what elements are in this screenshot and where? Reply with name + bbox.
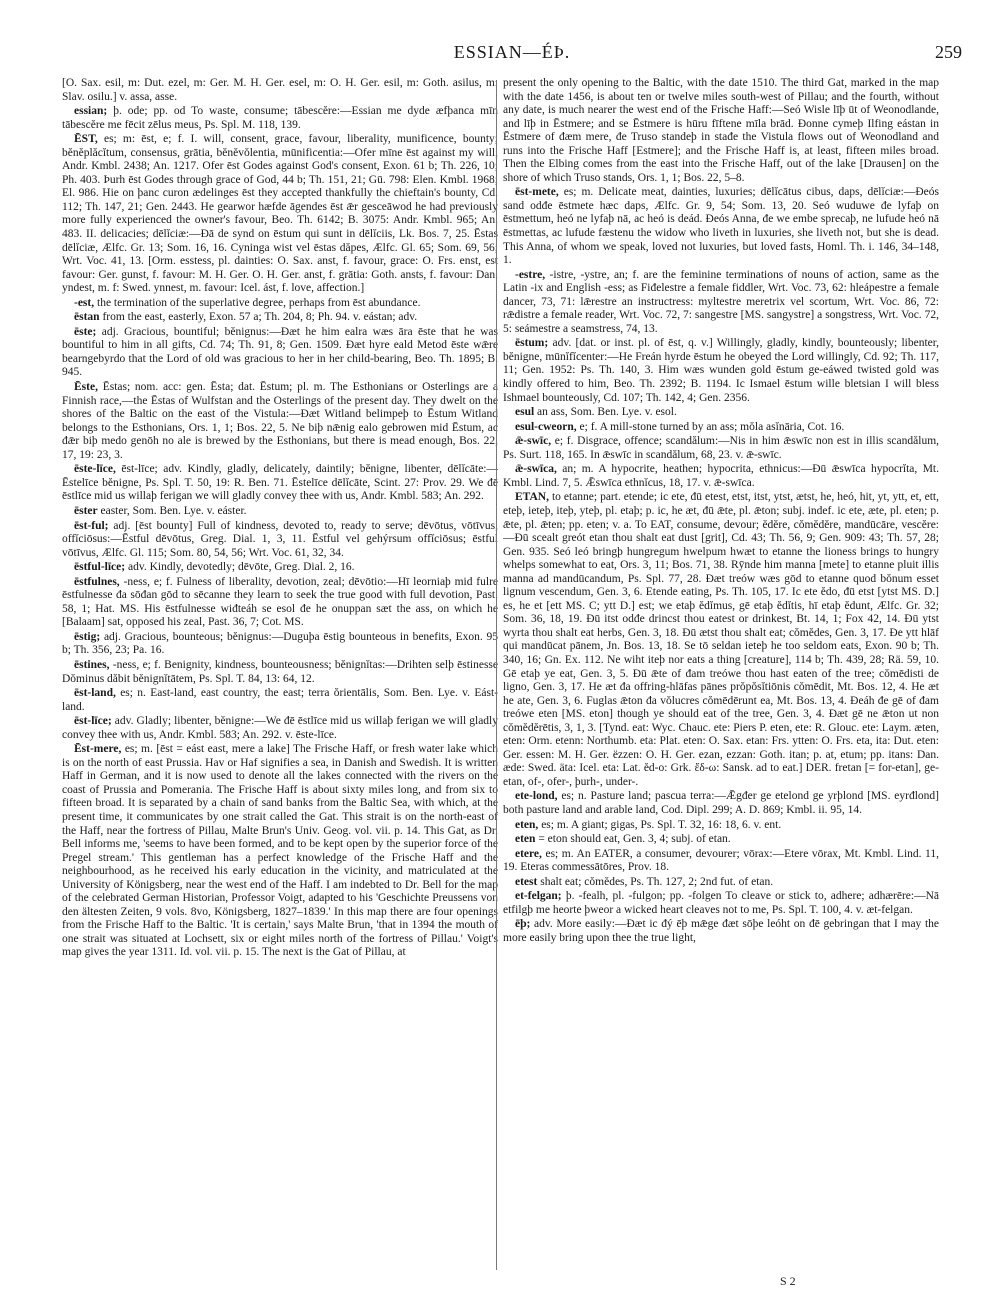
dictionary-entry bbox=[62, 326, 498, 380]
headword: ēst-ful; bbox=[74, 519, 109, 532]
dictionary-entry bbox=[503, 491, 939, 789]
headword: etest bbox=[515, 875, 538, 888]
headword: ēstfulnes, bbox=[74, 575, 120, 588]
headword: ǣ-swīca, bbox=[515, 463, 557, 476]
headword: -est, bbox=[74, 296, 95, 309]
entry-text: ēst-līce; adv. Kindly, gladly, delicately, daintily; bĕnigne, libenter, dēlĭcāte:—Ēstelīce bĕnigne, Ps. Spl. T. 50, 19: R. Ben. 71. Ēstelīce dēlĭcāte, Scint. 27: Prov. 29. We đē ēstlīce mid us willaþ ferigan we will gladly convey thee with us, Andr. Kmbl. 583; An. 292. bbox=[62, 463, 499, 503]
dictionary-entry bbox=[62, 297, 498, 311]
entry-text: adv. Gladly; libenter, bĕnigne:—We đē ēstlīce mid us willaþ ferigan we will gladly convey thee with us, Andr. Kmbl. 583; An. 292. v. ēste-līce. bbox=[62, 715, 498, 741]
entry-text: = eton should eat, Gen. 3, 4; subj. of etan. bbox=[538, 833, 731, 846]
running-header bbox=[62, 42, 962, 72]
entry-text: es; m. Delicate meat, dainties, luxuries; dēlĭcātus cibus, daps, dēlĭciæ:—Đeós sand odđe ēstmete hæc daps, Ælfc. Gr. 9, 54; Som. 13, 20. Seó wuduwe đe lyfaþ on ēstmettum, heó ne lyfaþ nā, ac heó is deád. Đeós Anna, đe we embe sprecaþ, ne lufude heó nā ēstmettas, ac lufude fæstenu the widow who liveth in luxuries, she liveth not, but she is dead. This Anna, of whom we speak, loved not luxuries, but loved fasts, Homl. Th. i. 146, 34–148, 1. bbox=[503, 186, 940, 267]
dictionary-entry bbox=[503, 890, 939, 917]
entry-text: e; f. Disgrace, offence; scandălum:—Nis in him ǣswīc non est in illis scandălum, Ps. Surt. 118, 165. In ǣswīc in scandălum, 68, 23. v. ǣ-swīc. bbox=[503, 435, 940, 461]
signature-mark: S 2 bbox=[780, 1274, 796, 1288]
dictionary-entry bbox=[503, 77, 939, 185]
dictionary-entry bbox=[62, 561, 498, 575]
entry-text: adv. More easily:—Đæt ic đý ēþ mǣge đæt sōþe leóht on đē gebringan that I may the more easily bring upon thee the true light, bbox=[503, 918, 940, 944]
entry-text: from the east, easterly, Exon. 57 a; Th. 204, 8; Ph. 94. v. eástan; adv. bbox=[102, 311, 418, 324]
entry-text: þ. -fealh, pl. -fulgon; pp. -folgen To cleave or stick to, adhere; adhærēre:—Nā etfilgþ me heorte þweor a wicked heart cleaves not to me, Ps. Spl. T. 100, 4. v. æt-felgan. bbox=[503, 890, 939, 916]
dictionary-entry bbox=[62, 105, 498, 132]
headword: ēst-land, bbox=[74, 687, 116, 700]
entry-text: es; m. A giant; gigas, Ps. Spl. T. 32, 16: 18, 6. v. ent. bbox=[541, 818, 782, 831]
headword: ete-lond, bbox=[515, 790, 558, 803]
entry-text: es; n. East-land, east country, the east; terra ŏrientālis, Som. Ben. Lye. v. Eást-land. bbox=[62, 687, 499, 713]
entry-text: adj. [ēst bounty] Full of kindness, devoted to, ready to serve; dēvōtus, vōtīvus, offĭciōsus:—Ēstful dēvōtus, Greg. Dial. 1, 3, 11. Ēstful vel gehýrsum offĭciōsus; ēstful vōtīvus, Ælfc. Gl. 115; Som. 80, 54, 56; Wrt. Voc. 61, 32, 34. bbox=[62, 519, 499, 559]
headword: essian; bbox=[74, 105, 108, 118]
entry-text: to etanne; part. etende; ic ete, đū etest, etst, itst, ytst, ætst, he, heó, hit, yt, ytt, et, ett, eteþ, ieteþ, iteþ, yteþ, pl. etaþ; p. ic, he æt, đū ǣte, pl. ǣton; subj. indef. ic ete, æte, pl. eten; p. ǣte, pl. ǣten; pp. eten; v. a. To EAT, consume, devour; ĕdĕre, cŏmĕdĕre, mandūcāre, vescĕre:—Đū scealt greót etan thou shalt eat dust [grit], Cd. 43; Th. 56, 9; Gen. 909: 43; Th. 57, 28; Gen. 935. Seó leó bringþ hungregum hwelpum hwæt to etanne the lioness brings to hungry whelps somewhat to eat, Ors. 3, 11; Bos. 71, 38. Rȳnde him manna [mete] to etanne pluit illis manna ad mandūcandum, Ps. Spl. 77, 28. Đæt treów wæs gōd to etanne quod bŏnum esset lignum vescendum, Gen. 3, 6. Etende eating, Ps. Th. 105, 17. Ic ete ĕdo, đū etst [ytst MS. D.] es, he et [ett MS. C; ytt D.] est; we etaþ ĕdĭmus, gē etaþ ĕdĭtis, hī etaþ ĕdunt, Ælfc. Gr. 32; Som. 36, 18, 19. Đū itst odđe drincst thou eatest or drinkest, Bt. 14, 1; Fox 42, 14. Đū ytst wyrta thou shalt eat herbs, Gen. 3, 18. Đū ætst thou shalt eat; cŏmĕdes, Gen. 3, 17. Đe ytt hlāf qui mandūcat pānem, Jn. Bos. 13, 18. Se tō seldan ieteþ he too seldom eats, Exon. 90 b; Th. 340, 16; Gn. Ex. 112. Ne wiht iteþ nor eats a thing [creature], 114 b; Th. 439, 28; Rä. 59, 10. Gē etaþ ye eat, Gen. 3, 5. Đū ǣte of đam treówe thou hast eaten of the tree; cŏmēdisti de ligno, Gen. 3, 17. He æt đa offring-hlāfas pānes prŏpŏsĭtiōnis cŏmēdit, Mt. Bos. 12, 4. He æt he ate, Gen. 3, 6. Fuglas ǣton đa vŏlucres cŏmēdērunt ea, Mt. Bos. 13, 4. Đeáh đe gē of đam treówe eten [MS. eton] though ye should eat of the tree, Gen. 3, 4. Đæt gē ne ǣton ut non cŏmĕdĕrētis, 3, 1, 3. [Tynd. eat: Wyc. Chauc. ete: Piers P. eten, ete: R. Glouc. ete: Laym. æten, eten: Orm. etenn: Northumb. eta: Plat. eten: O. Sax. etan: Frs. ytten: O. Frs. eta, ita: Dut. eten: Ger. essen: M. H. Ger. ëzzen: O. H. Ger. ezan, ezzan: Goth. itan; p. at, etum; pp. itans: Dan. æde: Swed. äta: Icel. eta: Lat. ĕd-o: Grk. ἔδ-ω: Sansk. ad to eat.] DER. fretan [= for-etan], ge-etan, of-, ofer-, þurh-, under-. bbox=[503, 491, 939, 788]
dictionary-entry bbox=[503, 186, 939, 267]
headword: etere, bbox=[515, 847, 542, 860]
headword: ēst-līce; bbox=[74, 715, 112, 728]
headword: esul bbox=[515, 406, 535, 419]
dictionary-entry bbox=[62, 311, 498, 325]
entry-text: present the only opening to the Baltic, with the date 1510. The third Gat, marked in the map with the date 1456, is about ten or twelve miles south-west of Pillau; and the fourth, without any date, is much nearer the west end of the Frische Haff:—Seó Wisle līþ ūt of Weonodlande, and līþ in Ēstmere; and se Ēstmere is hūru fīftene mīla brād. Đonne cymeþ Ilfing eástan in Ēstmere of đæm mere, đe Truso standeþ in stađe the Vistula flows out of Weonodland and runs into the Frische Haff [Estmere]; and the Frische Haff is, at least, fifteen miles broad. Then the Elbing comes from the east into the Frische Haff, out of the lake [Drausen] on the shore of which Truso stands, Ors. 1, 1; Bos. 22, 5–8. bbox=[503, 77, 939, 184]
dictionary-entry bbox=[62, 520, 498, 561]
headword: Ēst-mere, bbox=[74, 743, 122, 756]
entry-text: adv. Kindly, devotedly; dēvōte, Greg. Dial. 2, 16. bbox=[127, 561, 355, 574]
entry-text: shalt eat; cŏmĕdes, Ps. Th. 127, 2; 2nd fut. of etan. bbox=[540, 875, 774, 888]
dictionary-entry bbox=[62, 687, 498, 714]
entry-text: e; f. A mill-stone turned by an ass; mŏla asĭnāria, Cot. 16. bbox=[579, 420, 845, 433]
dictionary-entry bbox=[503, 833, 939, 847]
headword: ēste-līce, bbox=[74, 463, 116, 476]
entry-text: adj. Gracious, bounteous; bĕnignus:—Duguþa ēstig bounteous in benefits, Exon. 95 b; Th. 356, 23; Pa. 16. bbox=[62, 630, 499, 657]
entry-text: es; m. [ēst = eást east, mere a lake] The Frische Haff, or fresh water lake which is on the north of east Prussia. Hav or Haf signifies a sea, in Danish and Swedish. It is written Haff in German, and it is now used to denote all the lakes connected with the rivers on the coast of Prussia and Pomerania. The Frische Haff is about sixty miles long, and from six to fifteen broad. It is separated by a chain of sand banks from the Baltic Sea, with which, at the present time, it communicates by one strait called the Gat. This strait is on the north-east of the Haff, near the fortress of Pillau, Malte Brun's Univ. Geog. vol. vii. p. 14. This Gat, as Dr. Bell informs me, 'seems to have been formed, and to be kept open by the superior force of the Pregel stream.' This gentleman has a perfect knowledge of the Frische Haff and the neighbourhood, as he received his early education in the vicinity, and matriculated at the University of Königsberg, near the west end of the Haff. I am indebted to Dr. Bell for the map of the celebrated German Historian, Professor Voigt, adapted to his 'Geschichte Preussens von den ältesten Zeiten, 9 vols. 8vo, Königsberg, 1827–1839.' In this map there are four openings from the Frische Haff to the Baltic. 'It is certain,' says Malte Brun, 'that in 1394 the mouth of one strait was situated at Lochsett, six or eight miles north of the fortress of Pillau.' Voigt's map gives the year 1311. Id. vol. vii. p. 15. The next is the Gat of Pillau, at bbox=[62, 743, 499, 959]
dictionary-entry bbox=[503, 848, 939, 875]
entry-text: -ness, e; f. Fulness of liberality, devotion, zeal; dēvōtio:—Hī leorniaþ mid fulre ēstfulnesse đa sōđan gōd to sēcanne they learn to seek the true good with full devotion, Past. 58, 1; Hat. MS. His ēstfulnesse wiđteáh se esol đe he onuppan sæt the ass, on which he [Balaam] sat, opposed his zeal, Past. 36, 7; Cot. MS. bbox=[62, 575, 499, 629]
dictionary-entry bbox=[503, 406, 939, 420]
dictionary-entry bbox=[503, 337, 939, 405]
dictionary-entry bbox=[62, 77, 498, 104]
headword: eten, bbox=[515, 818, 539, 831]
headword: ēstan bbox=[74, 311, 100, 324]
column-rule bbox=[496, 80, 497, 1270]
entry-text: es; m. An EATER, a consumer, devourer; vōrax:—Etere vōrax, Mt. Kmbl. Lind. 11, 19. Eteras commessātōres, Prov. 18. bbox=[503, 847, 940, 874]
entry-text: es; n. Pasture land; pascua terra:—Ǣgđer ge etelond ge yrþlond [MS. eyrđlond] both pasture land and arable land, Cod. Dipl. 299; A. D. 869; Kmbl. ii. 95, 14. bbox=[503, 790, 940, 816]
headword: ēþ; bbox=[515, 918, 531, 931]
headword: ēste; bbox=[74, 325, 97, 338]
entry-text: an ass, Som. Ben. Lye. v. esol. bbox=[537, 406, 677, 419]
headword: Ēste, bbox=[74, 381, 98, 394]
dictionary-entry bbox=[503, 876, 939, 890]
entry-text: easter, Som. Ben. Lye. v. eáster. bbox=[100, 504, 247, 517]
dictionary-entry bbox=[62, 715, 498, 742]
headword: esul-cweorn, bbox=[515, 420, 577, 433]
entry-text: [O. Sax. esil, m: Dut. ezel, m: Ger. M. H. Ger. esel, m: O. H. Ger. esil, m: Goth. asilus, m: Slav. osilu.] v. assa, asse. bbox=[62, 77, 498, 103]
page-number: 259 bbox=[935, 42, 962, 62]
headword: ēstines, bbox=[74, 658, 110, 671]
dictionary-entry bbox=[503, 421, 939, 435]
dictionary-entry bbox=[62, 463, 498, 504]
dictionary-entry bbox=[503, 269, 939, 337]
entry-text: þ. ode; pp. od To waste, consume; tābescĕre:—Essian me dyde æfþanca mīn tābescĕre me fēcit zēlus meus, Ps. Spl. M. 118, 139. bbox=[62, 105, 499, 131]
left-column bbox=[62, 77, 498, 961]
headword: ETAN, bbox=[515, 491, 549, 504]
entry-text: Ēstas; nom. acc: gen. Ēsta; dat. Ēstum; pl. m. The Esthonians or Osterlings are a Finnish race,—the Ēstas of Wulfstan and the Osterlings of the present day. They dwelt on the shores of the Baltic on the east of the Vistula:—Đæt Witland belimpeþ to Ēstum Witland belongs to the Esthonians, Ors. 1, 1; Bos. 22, 5. Ne biþ nǣnig ealo gebrowen mid Ēstum, ac đǣr biþ medo genōh no ale is brewed by the Esthonians, but there is mead enough, Bos. 22, 17, 19: 23, 3. bbox=[62, 381, 498, 461]
entry-text: adj. Gracious, bountiful; bĕnignus:—Đæt he him ealra wæs āra ēste that he was bountiful to him in all gifts, Cd. 74; Th. 91, 8; Gen. 1509. Đæt hyre eald Metod ēste wǣre bearngebyrdo that the Lord of old was gracious to her in her child-bearing, Beo. Th. 1895; B. 945. bbox=[62, 325, 499, 379]
headword: eten bbox=[515, 833, 536, 846]
headword: ēster bbox=[74, 504, 98, 517]
dictionary-entry bbox=[503, 463, 939, 490]
dictionary-entry bbox=[503, 435, 939, 462]
headword: ĒST, bbox=[74, 133, 98, 146]
headword: ēstful-līce; bbox=[74, 561, 126, 574]
entry-text: adv. [dat. or inst. pl. of ēst, q. v.] Willingly, gladly, kindly, bounteously; libenter, bĕnigne, mūnĭfĭcenter:—He Freán hyrde ēstum he obeyed the Lord willingly, Cd. 92; Th. 117, 11; Gen. 1952: Ps. Th. 140, 3. Him wæs wunden gold ēstum ge-eáwed twisted gold was kindly offered to him, Beo. Th. 2392; B. 1194. Ic Ismael ēstum wille bletsian I will bless Ishmael bounteously, Cd. 107; Th. 142, 4; Gen. 2356. bbox=[503, 337, 940, 404]
right-column bbox=[503, 77, 939, 946]
entry-text: an; m. A hypocrite, heathen; hypocrita, ethnicus:—Đū ǣswīca hypocrĭta, Mt. Kmbl. Lind. 7, 5. Ǣswīca ethnĭcus, 18, 17. v. ǣ-swīca. bbox=[503, 463, 939, 489]
headword: ēstig; bbox=[74, 630, 101, 643]
headword: -estre, bbox=[515, 268, 546, 281]
headword: ǣ-swīc, bbox=[515, 435, 552, 448]
entry-text: -istre, -ystre, an; f. are the feminine terminations of nouns of action, same as the Latin -ix and English -ess; as Fiđelestre a female fiddler, Wrt. Voc. 73, 62: hleápestre a female dancer, 73, 71: lǣrestre an instructress: myltestre meretrix vel scortum, Wrt. Voc. 86, 72: rǣdistre a female reader, Wrt. Voc. 72, 7: sangestre [MS. sangystre] a songstress, Wrt. Voc. 72, 5: seámestre a seamstress, 74, 13. bbox=[503, 268, 939, 335]
headword: ēst-mete, bbox=[515, 186, 559, 199]
entry-text: es; m: ēst, e; f. I. will, consent, grace, favour, liberality, munificence, bounty; bĕnĕplăcĭtum, consensus, grātia, bĕnĕvŏlentia, mūnificentia:—Ofer mīne ēst against my will, Andr. Kmbl. 2438; An. 1217. Ofer ēst Godes against God's consent, Exon. 61 b; Th. 226, 10; Ph. 403. Þurh ēst Godes through grace of God, 44 b; Th. 151, 21; Gū. 798: Elen. Kmbl. 1968; El. 986. Hie on þanc curon ædelinges ēst they accepted thankfully the chieftain's bounty, Cd. 112; Th. 147, 21; Gen. 2443. He gearwor hæfde āgendes ēst ǣr gesceāwod he had previously more fully experienced the owner's favour, Beo. Th. 6142; B. 3075: Andr. Kmbl. 965; An. 483. II. delicacies; dēlĭciæ:—Đā de synd on ēstum qui sunt in dēlĭciis, Lk. Bos. 7, 25. Ēstas dēlĭciæ, Ælfc. Gr. 13; Som. 16, 16. Cyninga wist vel ēstas dăpes, Ælfc. Gl. 65; Som. 69, 56; Wrt. Voc. 41, 13. [Orm. esstess, pl. dainties: O. Sax. anst, f. favour, grace: O. Frs. enst, est favour: Ger. gunst, f. favour: M. H. Ger. O. H. Ger. anst, f. grātia: Goth. ansts, f. favour: Dan. yndest, m. f: Swed. ynnest, m. favour: Icel. ást, f. love, affection.] bbox=[62, 133, 499, 295]
headword: ēstum; bbox=[515, 337, 549, 350]
dictionary-entry bbox=[62, 133, 498, 296]
dictionary-entry bbox=[62, 631, 498, 658]
entry-text: the termination of the superlative degree, perhaps from ēst abundance. bbox=[97, 296, 421, 309]
entry-text: -ness, e; f. Benignity, kindness, bounteousness; bĕnignĭtas:—Drihten selþ ēstinesse Dŏminus dăbit bĕnignĭtātem, Ps. Spl. T. 84, 13: 64, 12. bbox=[62, 658, 498, 685]
dictionary-entry bbox=[62, 381, 498, 462]
running-head-title: ESSIAN—ÉÞ. bbox=[453, 42, 571, 62]
dictionary-entry bbox=[503, 918, 939, 945]
headword: et-felgan; bbox=[515, 890, 562, 903]
dictionary-entry bbox=[503, 819, 939, 833]
dictionary-entry bbox=[62, 659, 498, 686]
dictionary-entry bbox=[62, 576, 498, 630]
dictionary-entry bbox=[503, 790, 939, 817]
dictionary-entry bbox=[62, 743, 498, 960]
dictionary-entry bbox=[62, 505, 498, 519]
